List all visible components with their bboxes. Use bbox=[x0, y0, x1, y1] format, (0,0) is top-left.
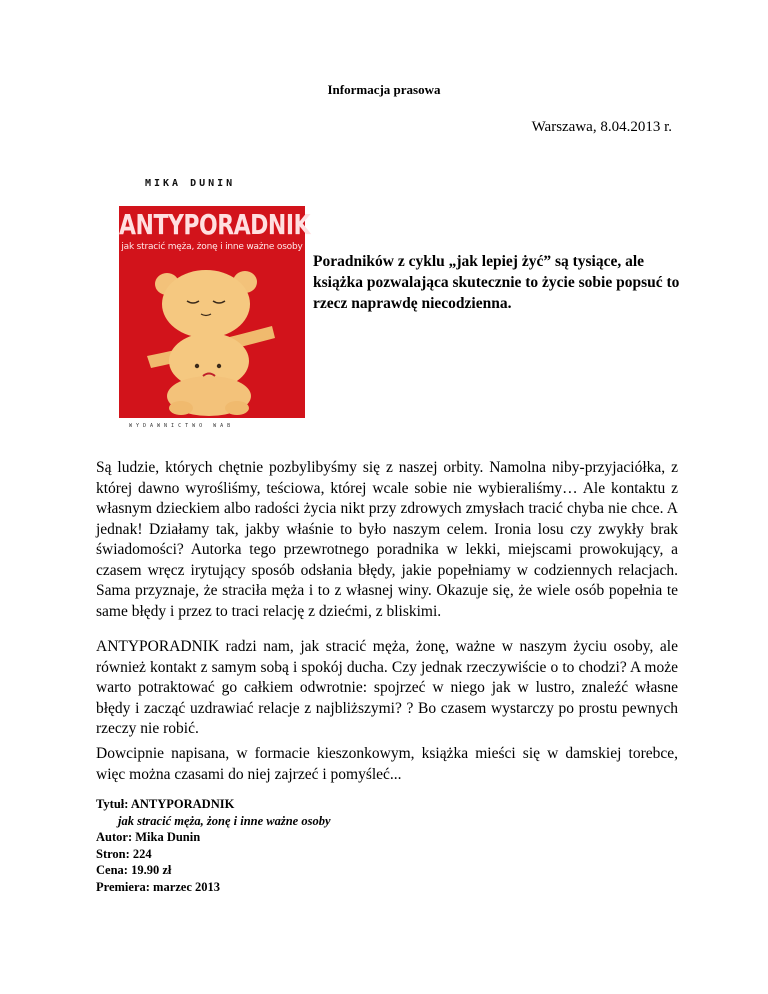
document-heading: Informacja prasowa bbox=[327, 82, 441, 97]
body-paragraph-2: ANTYPORADNIK radzi nam, jak stracić męża, żonę, ważne w naszym życiu osoby, ale również kontakt z samym sobą i spokój ducha. Czy jednak rzeczywiście o to chodzi? A może warto potraktować go całkiem odwrotnie: spojrzeć w niego jak w lustro, znaleźć własne błędy i zacząć uzdrawiać relacje z najbliższymi? ? Bo czasem wystarczy po prostu pewnych rzeczy nie robić. bbox=[96, 638, 678, 737]
detail-price: Cena: 19.90 zł bbox=[96, 863, 172, 877]
cover-author: MIKA DUNIN bbox=[145, 178, 236, 189]
document-date: Warszawa, 8.04.2013 r. bbox=[531, 119, 672, 135]
detail-author: Autor: Mika Dunin bbox=[96, 830, 201, 844]
cover-subtitle: jak stracić męża, żonę i inne ważne osoby bbox=[121, 242, 303, 252]
detail-premiere: Premiera: marzec 2013 bbox=[96, 879, 221, 894]
lead-text: Poradników z cyklu „jak lepiej żyć” są tysiące, ale książka pozwalająca skutecznie to życie sobie popsuć to rzecz naprawdę niecodzienna. bbox=[313, 253, 680, 312]
body-paragraph-1: Są ludzie, których chętnie pozbylibyśmy się z naszej orbity. Namolna niby-przyjaciółka, z której dawno wyrośliśmy, teściowa, której wcale sobie nie wybieraliśmy… Ale kontaktu z własnym dzieckiem albo radości życia nikt przy zdrowych zmysłach tracić chyba nie chce. A jednak! Działamy tak, jakby właśnie to było naszym celem. Ironia losu czy zwykły brak świadomości? Autorka tego przewrotnego poradnika w lekki, miejscami prowokujący, a czasem wręcz irytujący sposób odsłania błędy, jakie popełniamy w codziennych relacjach. Sama przyznaje, że straciła męża i to z własnej winy. Okazuje się, że wiele osób popełnia te same błędy i przez to traci relację z dziećmi, z bliskimi. bbox=[96, 459, 678, 620]
plush-toy-illustration bbox=[137, 256, 287, 416]
book-cover bbox=[119, 176, 311, 436]
detail-subtitle: jak stracić męża, żonę i inne ważne osoby bbox=[118, 813, 331, 828]
detail-pages: Stron: 224 bbox=[96, 846, 152, 861]
detail-title: Tytuł: ANTYPORADNIK bbox=[96, 797, 235, 811]
cover-title: ANTYPORADNIK bbox=[119, 210, 311, 242]
book-details bbox=[96, 796, 331, 895]
cover-publisher: WYDAWNICTWO WAB bbox=[129, 423, 235, 429]
body-paragraph-3: Dowcipnie napisana, w formacie kieszonkowym, książka mieści się w damskiej torebce, więc można czasami do niej zajrzeć i pomyśleć... bbox=[96, 745, 678, 783]
